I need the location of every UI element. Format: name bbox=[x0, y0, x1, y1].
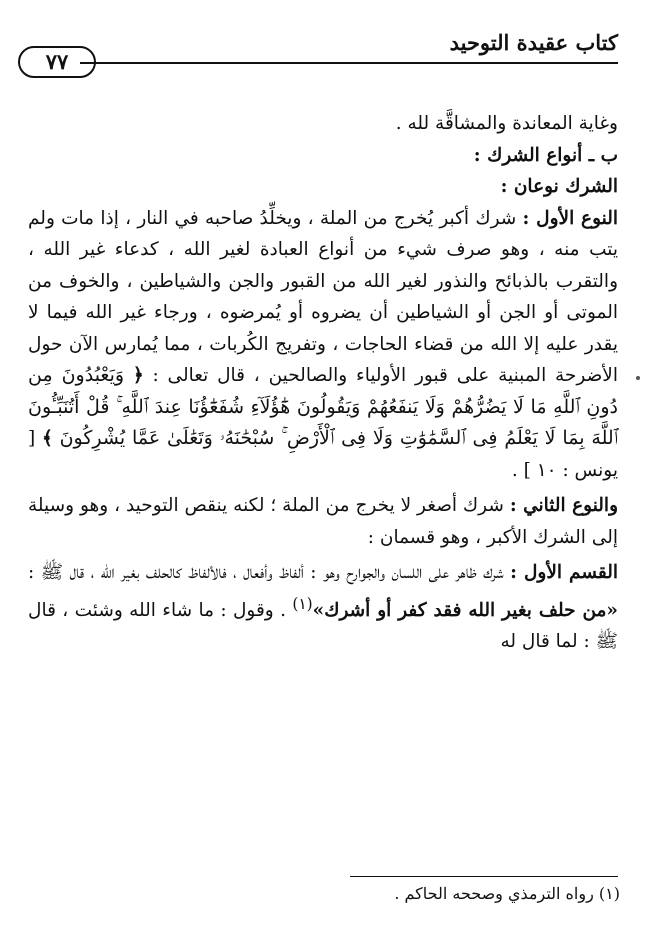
part-one-label: القسم الأول : bbox=[510, 562, 618, 583]
hadith-quote: «من حلف بغير الله فقد كفر أو أشرك» bbox=[312, 599, 618, 621]
second-type-label: والنوع الثاني : bbox=[509, 495, 619, 516]
subheading: الشرك نوعان : bbox=[500, 176, 618, 197]
quran-open-bracket: ﴿ bbox=[132, 365, 144, 386]
quran-verse: وَيَعْبُدُونَ مِن دُونِ ٱللَّهِ مَا لَا يَضُرُّهُمْ وَلَا يَنفَعُهُمْ وَيَقُولُونَ هَٰٓؤُلَآءِ شُفَعَٰٓؤُنَا عِندَ ٱللَّهِ ۚ قُلْ أَتُنَبِّـُٔونَ ٱللَّهَ بِمَا لَا يَعْلَمُ فِى ٱلسَّمَٰوَٰتِ وَلَا فِى ٱلْأَرْضِ ۚ سُبْحَٰنَهُۥ وَتَعَٰلَىٰ عَمَّا يُشْرِكُونَ bbox=[28, 364, 619, 449]
footnote-marker: (١) bbox=[292, 594, 313, 613]
paragraph-second-type bbox=[28, 490, 618, 553]
part-one-continuation: . وقول : ما شاء الله وشئت ، قال ﷺ : لما قال له bbox=[28, 599, 618, 653]
header-rule bbox=[80, 62, 618, 64]
margin-dot bbox=[636, 376, 640, 380]
first-type-label: النوع الأول : bbox=[522, 207, 618, 229]
book-title: كتاب عقيدة التوحيد bbox=[449, 30, 618, 55]
paragraph-intro: وغاية المعاندة والمشاقَّة لله . bbox=[395, 113, 618, 134]
quran-reference: [ يونس : ١٠ ] . bbox=[28, 428, 618, 481]
footnote: (١) رواه الترمذي وصححه الحاكم . bbox=[394, 884, 620, 903]
page-body bbox=[28, 108, 618, 658]
page-header bbox=[18, 30, 618, 90]
paragraph-first-type bbox=[28, 203, 618, 487]
first-type-text: شرك أكبر يُخرج من الملة ، ويخلِّدُ صاحبه في النار ، إذا مات ولم يتب منه ، وهو صرف شيء من أنواع العبادة لغير الله ، كدعاء غير الله ، والتقرب بالذبائح والنذور لغير الله من القبور والجن والشياطين ، والخوف من الموتى أو الجن أو الشياطين أن يضروه أو يُمرضوه ، ورجاء غير الله فيما لا يقدر عليه إلا الله من قضاء الحاجات ، وتفريج الكُربات ، مما يُمارس الآن حول الأضرحة المبنية على قبور الأولياء والصالحين ، قال تعالى : bbox=[28, 207, 618, 386]
quran-close-bracket: ﴾ bbox=[41, 428, 53, 449]
section-heading: ب ـ أنواع الشرك : bbox=[473, 144, 618, 166]
paragraph-part-one bbox=[28, 557, 618, 658]
second-type-text: شرك أصغر لا يخرج من الملة ؛ لكنه ينقص التوحيد ، وهو وسيلة إلى الشرك الأكبر ، وهو قسمان : bbox=[28, 495, 618, 548]
page-number-badge: ٧٧ bbox=[18, 46, 96, 78]
part-one-text: شرك ظاهر على اللسان والجوارح وهو : ألفاظ وأفعال ، فالألفاظ كالحلف بغير الله ، قال ﷺ : bbox=[28, 562, 504, 583]
footnote-rule bbox=[350, 876, 618, 877]
